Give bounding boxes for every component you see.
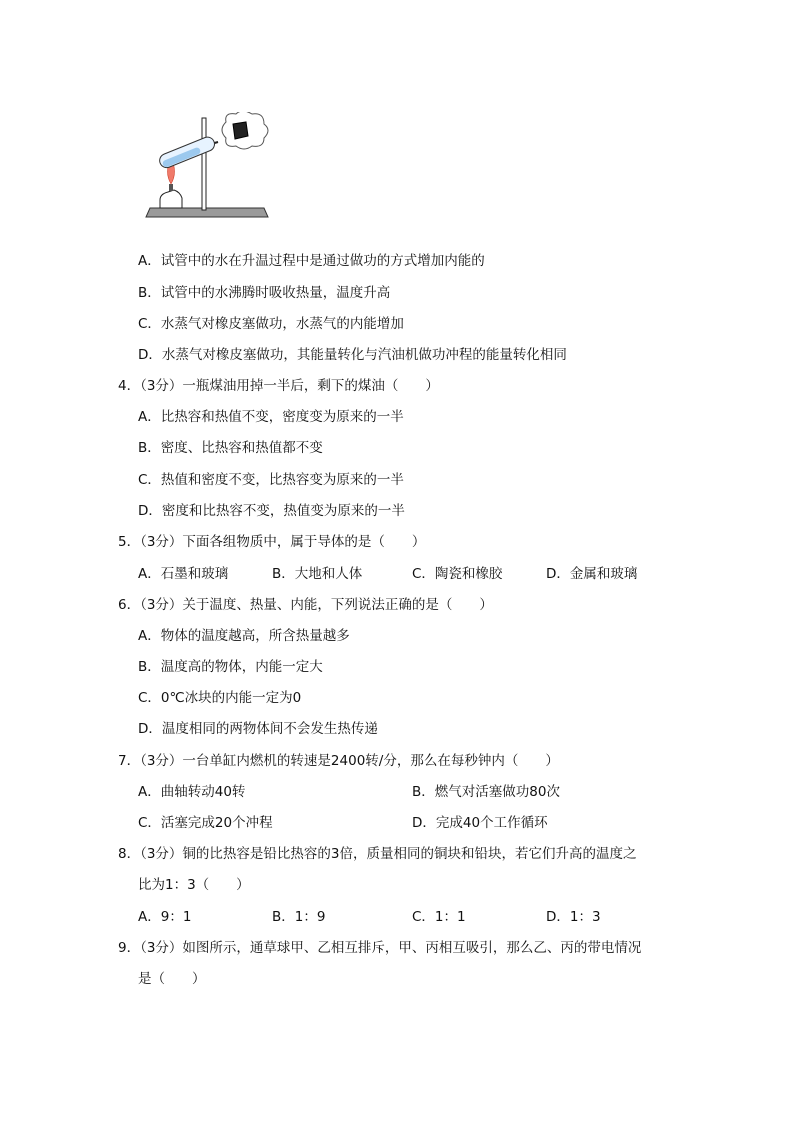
- q6-option-d: D．温度相同的两物体间不会发生热传递: [138, 721, 378, 737]
- q8-option-b: B．1：9: [272, 909, 326, 925]
- q4-stem: 4．（3分）一瓶煤油用掉一半后，剩下的煤油（ ）: [118, 378, 439, 394]
- q4-option-a: A．比热容和热值不变，密度变为原来的一半: [138, 409, 404, 425]
- q9-stem-line2: 是（ ）: [138, 971, 206, 987]
- q7-stem: 7．（3分）一台单缸内燃机的转速是2400转/分，那么在每秒钟内（ ）: [118, 753, 559, 769]
- q6-option-c: C．0℃冰块的内能一定为0: [138, 690, 302, 706]
- q5-option-b: B．大地和人体: [272, 566, 363, 582]
- q8-stem-line1: 8．（3分）铜的比热容是铅比热容的3倍，质量相同的铜块和铅块，若它们升高的温度之: [118, 846, 637, 862]
- q5-option-a: A．石墨和玻璃: [138, 566, 229, 582]
- q8-stem-line2: 比为1：3（ ）: [138, 877, 250, 893]
- q7-option-a: A．曲轴转动40转: [138, 784, 246, 800]
- q8-option-d: D．1：3: [546, 909, 601, 925]
- q4-option-d: D．密度和比热容不变，热值变为原来的一半: [138, 503, 405, 519]
- q9-stem-line1: 9．（3分）如图所示，通草球甲、乙相互排斥，甲、丙相互吸引，那么乙、丙的带电情况: [118, 940, 642, 956]
- q4-option-c: C．热值和密度不变，比热容变为原来的一半: [138, 472, 404, 488]
- q6-stem: 6．（3分）关于温度、热量、内能，下列说法正确的是（ ）: [118, 597, 493, 613]
- q3-option-d: D．水蒸气对橡皮塞做功，其能量转化与汽油机做功冲程的能量转化相同: [138, 347, 567, 363]
- q4-option-b: B．密度、比热容和热值都不变: [138, 440, 323, 456]
- q3-option-c: C．水蒸气对橡皮塞做功，水蒸气的内能增加: [138, 316, 404, 332]
- q7-option-c: C．活塞完成20个冲程: [138, 815, 273, 831]
- q5-option-d: D．金属和玻璃: [546, 566, 638, 582]
- q7-option-d: D．完成40个工作循环: [412, 815, 548, 831]
- q6-option-b: B．温度高的物体，内能一定大: [138, 659, 323, 675]
- q6-option-a: A．物体的温度越高，所含热量越多: [138, 628, 350, 644]
- q8-option-a: A．9：1: [138, 909, 192, 925]
- q3-option-b: B．试管中的水沸腾时吸收热量，温度升高: [138, 285, 391, 301]
- q7-option-b: B．燃气对活塞做功80次: [412, 784, 560, 800]
- test-tube-apparatus-figure: [140, 112, 275, 227]
- q5-option-c: C．陶瓷和橡胶: [412, 566, 503, 582]
- q8-option-c: C．1：1: [412, 909, 466, 925]
- q3-option-a: A．试管中的水在升温过程中是通过做功的方式增加内能的: [138, 253, 485, 269]
- q5-stem: 5．（3分）下面各组物质中，属于导体的是（ ）: [118, 534, 426, 550]
